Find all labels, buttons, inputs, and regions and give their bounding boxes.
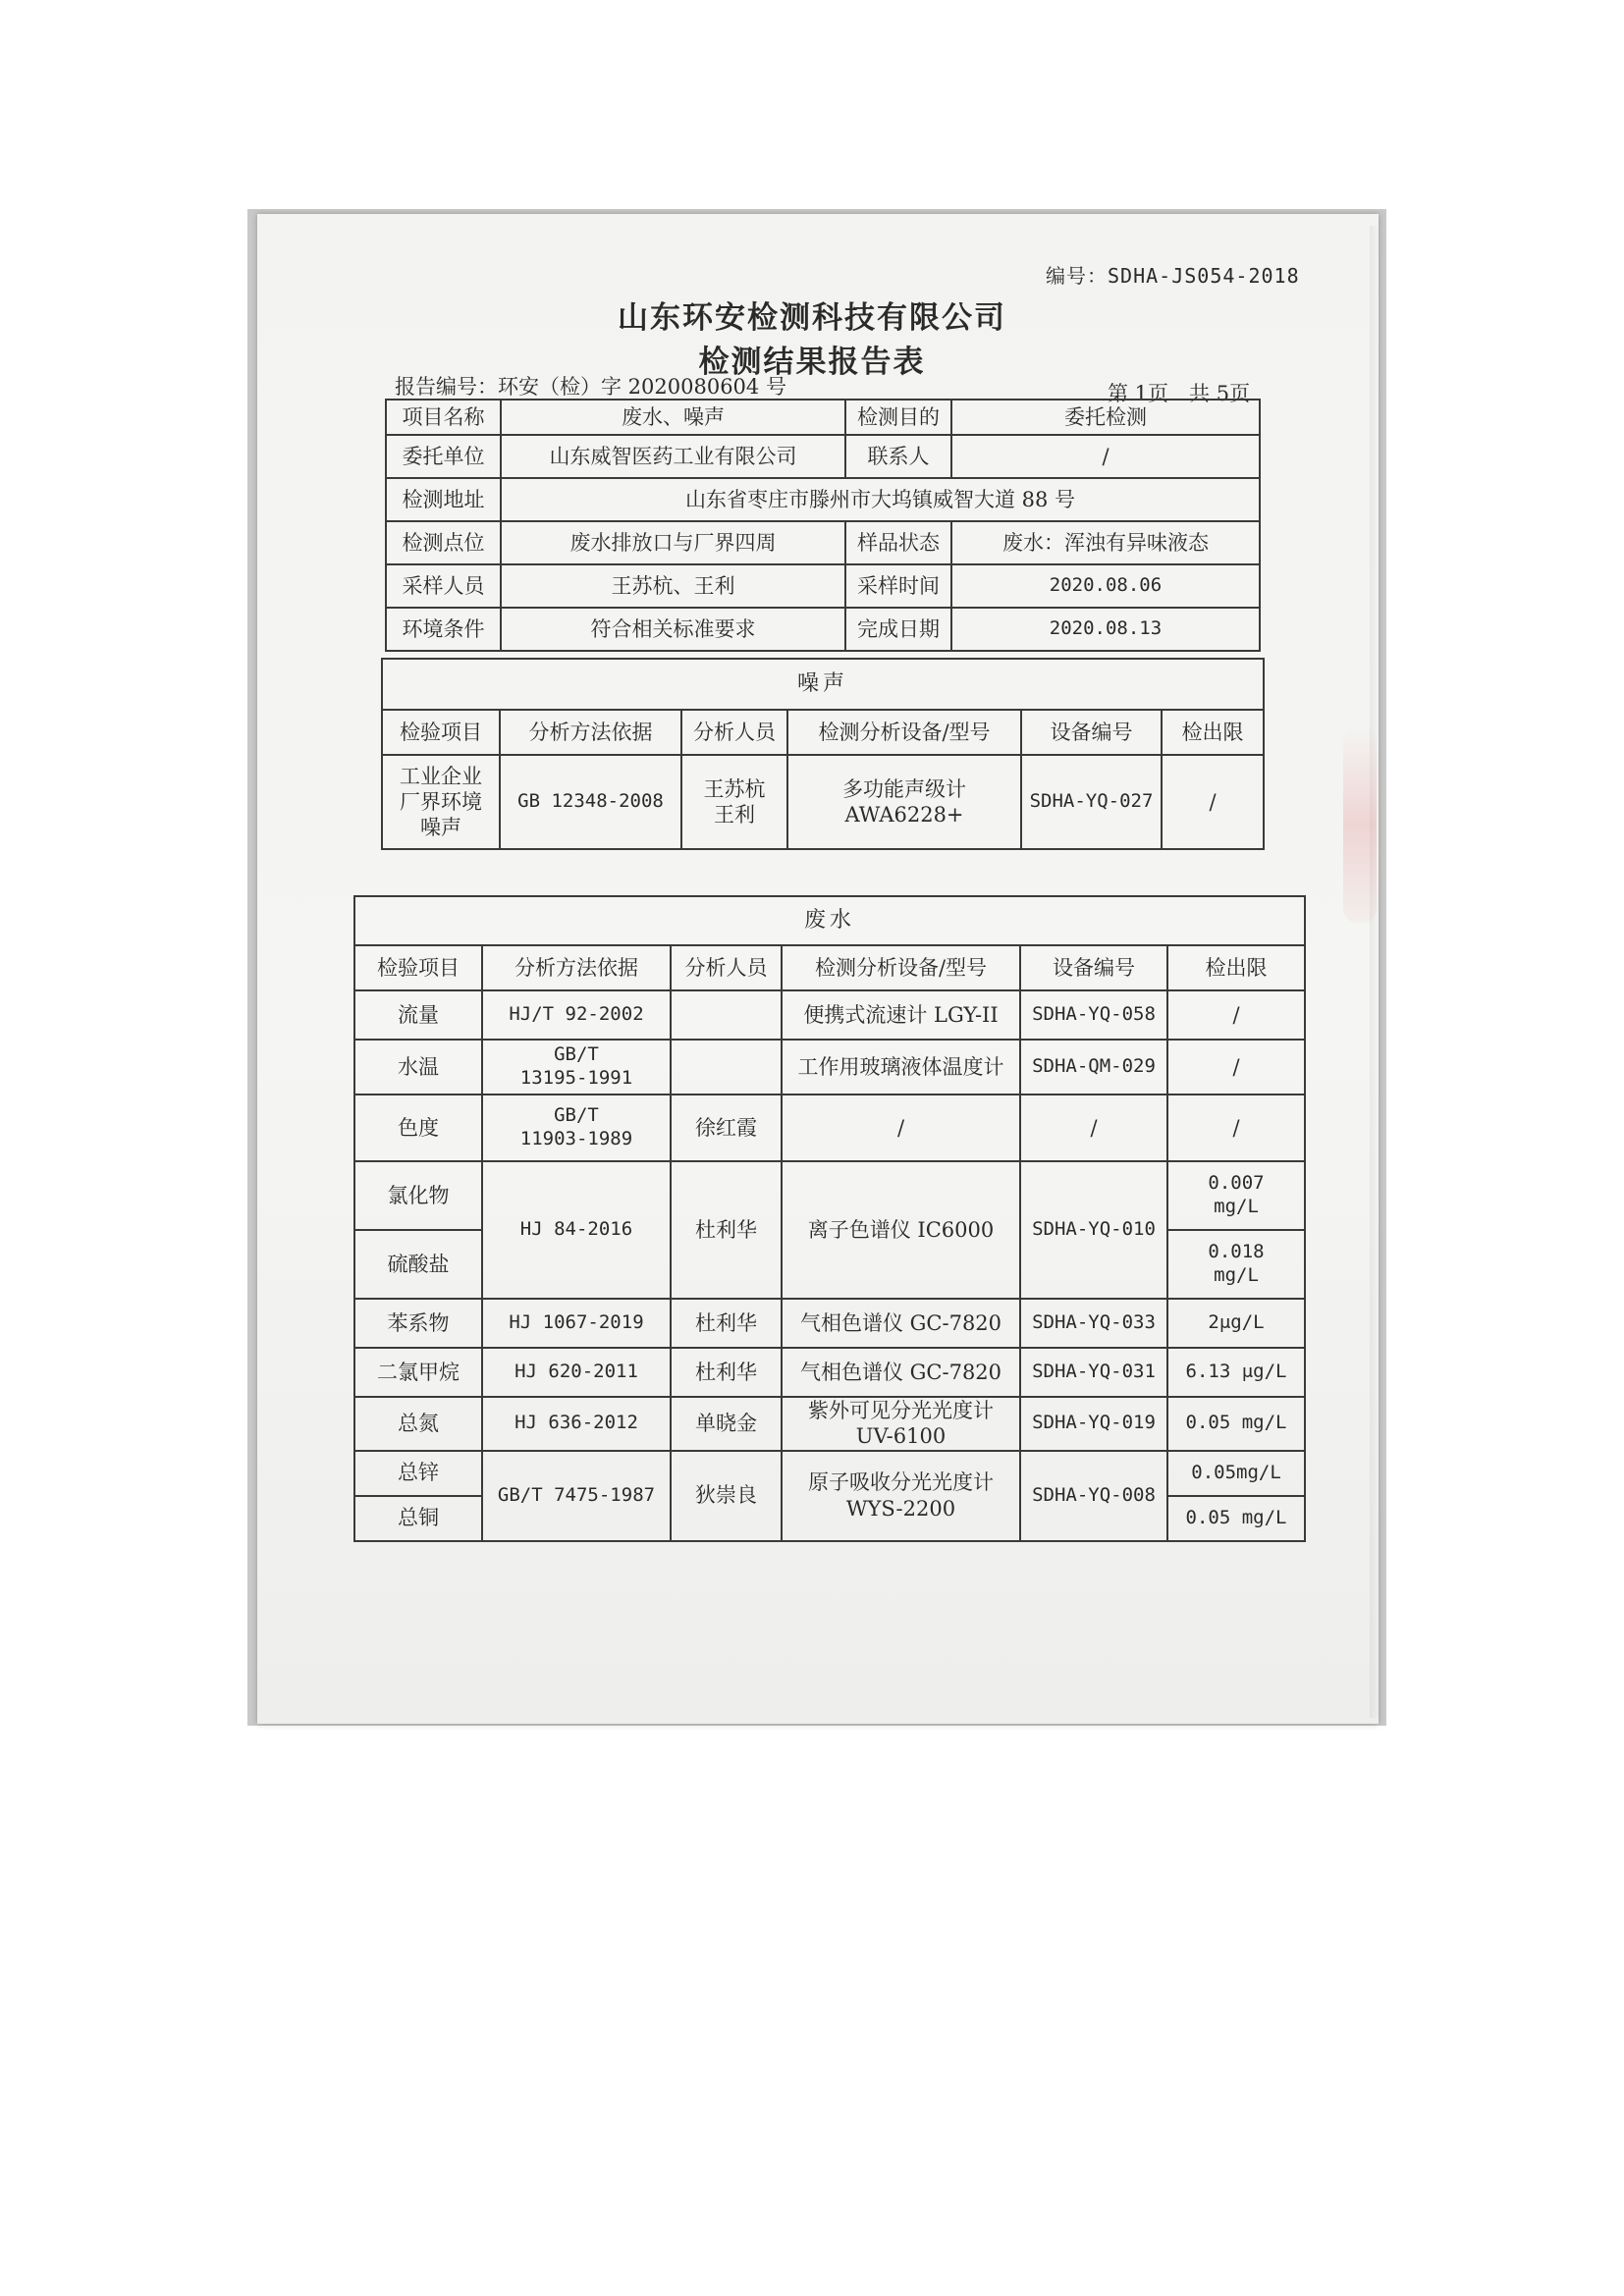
- table-row: [354, 1040, 1305, 1095]
- item-cell: 色度: [354, 1095, 482, 1161]
- limit-cell: /: [1162, 755, 1264, 849]
- device-cell: 气相色谱仪 GC-7820: [782, 1299, 1020, 1348]
- label-item-name: 项目名称: [386, 400, 501, 435]
- table-row: [354, 1451, 1305, 1496]
- method-line: GB/T: [554, 1043, 599, 1066]
- label-client: 委托单位: [386, 435, 501, 478]
- value-sample-time: 2020.08.06: [951, 564, 1260, 608]
- device-cell: [782, 1397, 1020, 1451]
- device-no-cell: SDHA-YQ-010: [1020, 1161, 1167, 1299]
- col-header-item: 检验项目: [354, 945, 482, 990]
- info-row: [386, 608, 1260, 651]
- value-env: 符合相关标准要求: [501, 608, 845, 651]
- info-row: [386, 435, 1260, 478]
- analyst-cell: 杜利华: [671, 1348, 782, 1397]
- device-line: 紫外可见分光光度计: [808, 1399, 994, 1422]
- label-env: 环境条件: [386, 608, 501, 651]
- table-row: [354, 990, 1305, 1040]
- item-cell: 氯化物: [354, 1161, 482, 1230]
- device-no-cell: /: [1020, 1095, 1167, 1161]
- method-cell: GB/T 7475-1987: [482, 1451, 671, 1541]
- method-cell: [482, 1095, 671, 1161]
- col-header-limit: 检出限: [1167, 945, 1305, 990]
- limit-unit: mg/L: [1214, 1196, 1259, 1217]
- label-purpose: 检测目的: [845, 400, 951, 435]
- value-client: 山东威智医药工业有限公司: [501, 435, 845, 478]
- analyst-cell: [681, 755, 787, 849]
- limit-unit: mg/L: [1214, 1264, 1259, 1286]
- device-cell: 气相色谱仪 GC-7820: [782, 1348, 1020, 1397]
- analyst-cell: [671, 990, 782, 1040]
- limit-cell: /: [1167, 1040, 1305, 1095]
- label-points: 检测点位: [386, 521, 501, 564]
- item-cell: 总锌: [354, 1451, 482, 1496]
- analyst-cell: 杜利华: [671, 1161, 782, 1299]
- device-cell: 离子色谱仪 IC6000: [782, 1161, 1020, 1299]
- wastewater-table: [353, 895, 1306, 1542]
- device-no-cell: SDHA-YQ-031: [1020, 1348, 1167, 1397]
- device-model: AWA6228+: [844, 803, 964, 827]
- limit-cell: [1167, 1161, 1305, 1230]
- value-sample-state: 废水：浑浊有异味液态: [951, 521, 1260, 564]
- device-no-cell: SDHA-YQ-058: [1020, 990, 1167, 1040]
- method-cell: HJ 84-2016: [482, 1161, 671, 1299]
- method-cell: [482, 1040, 671, 1095]
- value-item-name: 废水、噪声: [501, 400, 845, 435]
- device-model: UV-6100: [855, 1424, 947, 1449]
- limit-value: 0.007: [1208, 1172, 1265, 1195]
- table-row: [382, 755, 1264, 849]
- header-row: [382, 710, 1264, 755]
- analyst-cell: 杜利华: [671, 1299, 782, 1348]
- label-sample-time: 采样时间: [845, 564, 951, 608]
- analyst-cell: 徐红霞: [671, 1095, 782, 1161]
- analyst-line: 王苏杭: [703, 776, 766, 801]
- col-header-device-no: 设备编号: [1021, 710, 1162, 755]
- noise-section-title: 噪声: [382, 659, 1264, 710]
- limit-cell: 0.05 mg/L: [1167, 1496, 1305, 1541]
- device-line: 原子吸收分光光度计: [808, 1470, 994, 1495]
- info-row: [386, 400, 1260, 435]
- device-line: 多功能声级计: [842, 776, 966, 801]
- table-row: [354, 1299, 1305, 1348]
- item-cell: 二氯甲烷: [354, 1348, 482, 1397]
- limit-cell: /: [1167, 990, 1305, 1040]
- method-cell: HJ 636-2012: [482, 1397, 671, 1451]
- limit-cell: 0.05 mg/L: [1167, 1397, 1305, 1451]
- value-purpose: 委托检测: [951, 400, 1260, 435]
- page-number: 第 1页 共 5页: [1108, 382, 1251, 405]
- report-number: 报告编号：环安（检）字 2020080604 号: [395, 375, 786, 399]
- col-header-method: 分析方法依据: [500, 710, 681, 755]
- table-row: [354, 1397, 1305, 1451]
- col-header-limit: 检出限: [1162, 710, 1264, 755]
- col-header-item: 检验项目: [382, 710, 500, 755]
- section-row: [382, 659, 1264, 710]
- analyst-line: 王利: [714, 803, 755, 827]
- col-header-device: 检测分析设备/型号: [787, 710, 1021, 755]
- label-finish: 完成日期: [845, 608, 951, 651]
- item-line: 工业企业: [400, 764, 482, 788]
- limit-cell: 0.05mg/L: [1167, 1451, 1305, 1496]
- table-row: [354, 1348, 1305, 1397]
- method-cell: HJ 620-2011: [482, 1348, 671, 1397]
- col-header-device-no: 设备编号: [1020, 945, 1167, 990]
- header-row: [354, 945, 1305, 990]
- device-cell: 便携式流速计 LGY-II: [782, 990, 1020, 1040]
- company-name: 山东环安检测科技有限公司: [618, 300, 1006, 336]
- section-row: [354, 896, 1305, 945]
- limit-cell: [1167, 1230, 1305, 1299]
- table-row: [354, 1095, 1305, 1161]
- info-table: [385, 399, 1261, 652]
- col-header-analyst: 分析人员: [681, 710, 787, 755]
- col-header-analyst: 分析人员: [671, 945, 782, 990]
- limit-value: 0.018: [1208, 1241, 1265, 1263]
- label-contact: 联系人: [845, 435, 951, 478]
- device-no-cell: SDHA-QM-029: [1020, 1040, 1167, 1095]
- method-line: 11903-1989: [519, 1128, 633, 1149]
- col-header-device: 检测分析设备/型号: [782, 945, 1020, 990]
- limit-cell: /: [1167, 1095, 1305, 1161]
- limit-cell: 2μg/L: [1167, 1299, 1305, 1348]
- value-points: 废水排放口与厂界四周: [501, 521, 845, 564]
- info-row: [386, 564, 1260, 608]
- water-section-title: 废水: [354, 896, 1305, 945]
- label-samplers: 采样人员: [386, 564, 501, 608]
- method-cell: HJ 1067-2019: [482, 1299, 671, 1348]
- value-address: 山东省枣庄市滕州市大坞镇威智大道 88 号: [501, 478, 1260, 521]
- item-cell: 流量: [354, 990, 482, 1040]
- method-line: 13195-1991: [519, 1067, 633, 1089]
- value-finish: 2020.08.13: [951, 608, 1260, 651]
- analyst-cell: [671, 1040, 782, 1095]
- device-cell: [787, 755, 1021, 849]
- device-no-cell: SDHA-YQ-019: [1020, 1397, 1167, 1451]
- item-cell: [382, 755, 500, 849]
- report-title: 检测结果报告表: [698, 345, 926, 380]
- table-row: [354, 1161, 1305, 1230]
- device-cell: /: [782, 1095, 1020, 1161]
- paper-fold-shadow: [1370, 226, 1380, 1718]
- device-cell: 工作用玻璃液体温度计: [782, 1040, 1020, 1095]
- item-line: 厂界环境: [400, 789, 482, 814]
- device-no-cell: SDHA-YQ-027: [1021, 755, 1162, 849]
- info-row: [386, 478, 1260, 521]
- label-sample-state: 样品状态: [845, 521, 951, 564]
- form-code: 编号：SDHA-JS054-2018: [1046, 264, 1300, 288]
- seal-fragment: [1343, 726, 1377, 923]
- item-cell: 硫酸盐: [354, 1230, 482, 1299]
- device-model: WYS-2200: [845, 1496, 956, 1521]
- method-cell: GB 12348-2008: [500, 755, 681, 849]
- analyst-cell: 狄崇良: [671, 1451, 782, 1541]
- item-cell: 苯系物: [354, 1299, 482, 1348]
- limit-cell: 6.13 μg/L: [1167, 1348, 1305, 1397]
- col-header-method: 分析方法依据: [482, 945, 671, 990]
- device-no-cell: SDHA-YQ-008: [1020, 1451, 1167, 1541]
- value-contact: /: [951, 435, 1260, 478]
- analyst-cell: 单晓金: [671, 1397, 782, 1451]
- item-cell: 总氮: [354, 1397, 482, 1451]
- label-address: 检测地址: [386, 478, 501, 521]
- method-cell: HJ/T 92-2002: [482, 990, 671, 1040]
- item-cell: 总铜: [354, 1496, 482, 1541]
- noise-table: [381, 658, 1265, 850]
- item-cell: 水温: [354, 1040, 482, 1095]
- value-samplers: 王苏杭、王利: [501, 564, 845, 608]
- method-line: GB/T: [554, 1104, 599, 1127]
- item-line: 噪声: [420, 816, 461, 840]
- device-cell: [782, 1451, 1020, 1541]
- device-no-cell: SDHA-YQ-033: [1020, 1299, 1167, 1348]
- info-row: [386, 521, 1260, 564]
